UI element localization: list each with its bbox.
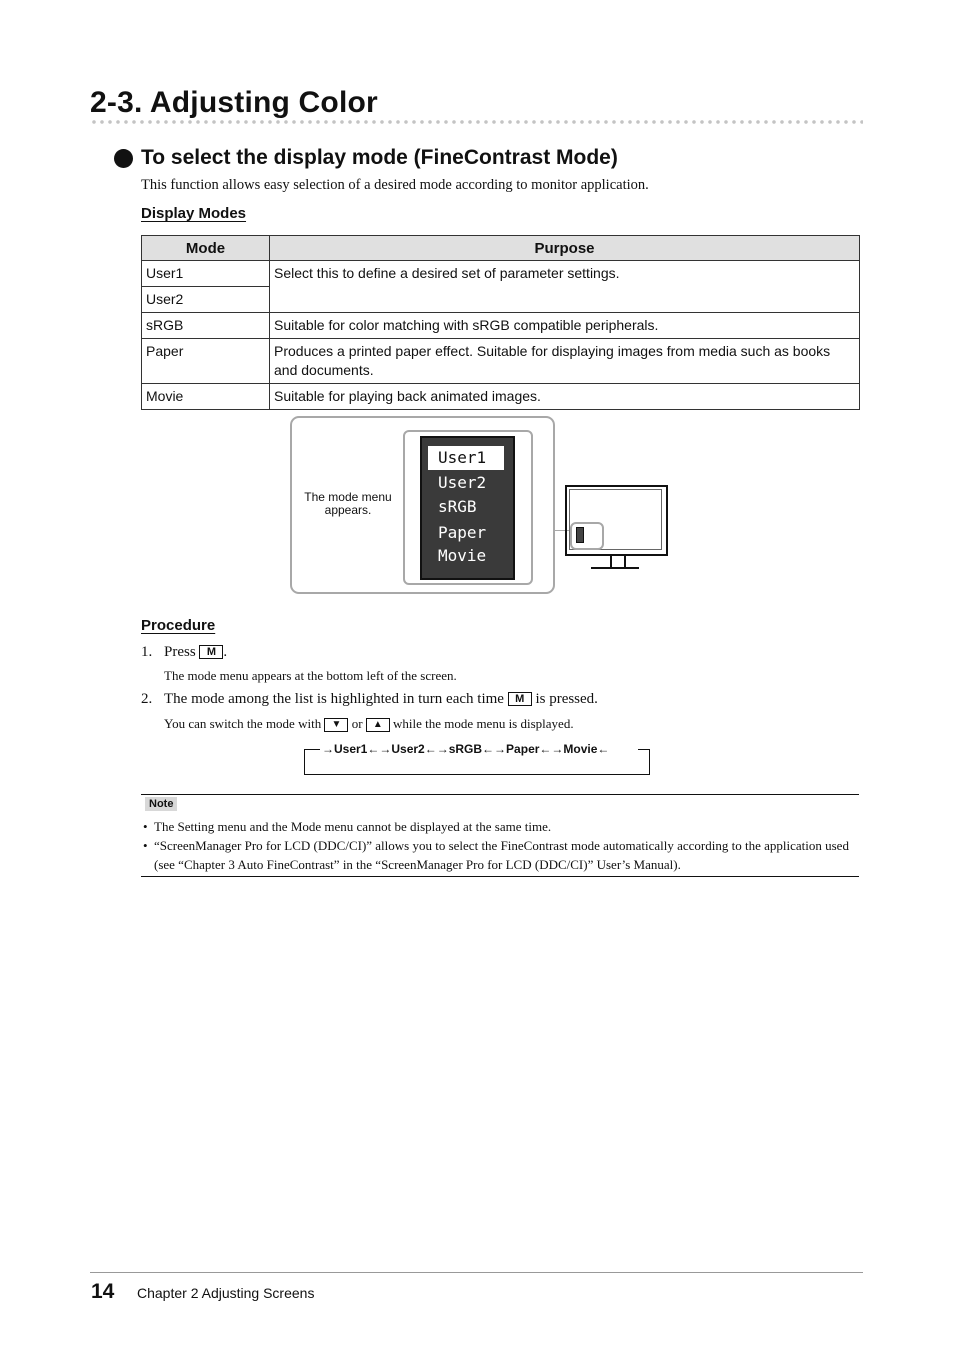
purpose-cell: Suitable for playing back animated images. [270, 384, 860, 410]
purpose-cell: Suitable for color matching with sRGB compatible peripherals. [270, 313, 860, 339]
step-number: 2. [141, 691, 153, 707]
step1-text [164, 644, 227, 661]
mode-cell: User1 [142, 261, 270, 287]
mode-cell: Paper [142, 339, 270, 384]
osd-item-paper: Paper [438, 523, 487, 542]
step2-subtext [164, 716, 574, 732]
cycle-loop-line [304, 749, 305, 774]
note-divider [141, 794, 859, 795]
note-text: “ScreenManager Pro for LCD (DDC/CI)” allows you to select the FineContrast mode automatically according to the application used (see “Chapter 3 Auto FineContrast” in the “ScreenManager Pro for LCD (DDC/CI)” User’s Manual). [154, 838, 849, 872]
footer-chapter-title: Chapter 2 Adjusting Screens [137, 1285, 315, 1301]
mode-cycle-sequence: →User1←→User2←→sRGB←→Paper←→Movie← [322, 742, 610, 756]
mode-cell: Movie [142, 384, 270, 410]
monitor-base-icon [591, 567, 639, 569]
note-label: Note [145, 797, 177, 811]
osd-mini-icon [576, 527, 584, 543]
column-header-purpose: Purpose [270, 236, 860, 261]
cycle-loop-line [638, 749, 650, 750]
step-text: Press [164, 644, 200, 660]
step-text: or [348, 716, 366, 731]
page-number: 14 [91, 1280, 115, 1303]
section-intro: This function allows easy selection of a desired mode according to monitor application. [141, 177, 649, 193]
footer-rule [90, 1272, 863, 1273]
section-title: To select the display mode (FineContrast Mode) [141, 146, 618, 169]
osd-item-user2: User2 [438, 473, 487, 492]
step-number: 1. [141, 644, 153, 660]
osd-item-movie: Movie [438, 546, 487, 565]
display-modes-table [141, 235, 860, 410]
step-text: . [223, 644, 228, 660]
step-text: The mode among the list is highlighted in turn each time [164, 691, 508, 707]
procedure-heading: Procedure [141, 617, 216, 634]
mode-cell: User2 [142, 287, 270, 313]
purpose-cell: Select this to define a desired set of parameter settings. [270, 261, 860, 313]
bullet-icon: • [143, 819, 148, 834]
osd-item-user1: User1 [428, 446, 504, 470]
table-row [142, 313, 860, 339]
column-header-mode: Mode [142, 236, 270, 261]
step-text: while the mode menu is displayed. [389, 716, 574, 731]
m-key-icon: M [199, 645, 223, 659]
diagram-caption: The mode menu appears. [304, 490, 392, 517]
section-bullet-icon [114, 149, 133, 168]
cycle-loop-line [304, 749, 320, 750]
table-header-row [142, 236, 860, 261]
step1-subtext: The mode menu appears at the bottom left of the screen. [164, 668, 457, 683]
m-key-icon: M [508, 692, 532, 706]
step-text: is pressed. [531, 691, 598, 707]
table-row [142, 339, 860, 384]
osd-item-srgb: sRGB [438, 497, 477, 516]
step-text: You can switch the mode with [164, 716, 325, 731]
note-text: The Setting menu and the Mode menu cannot be displayed at the same time. [154, 819, 552, 834]
mode-menu-osd [420, 436, 515, 580]
up-key-icon: ▲ [366, 718, 390, 732]
note-divider [141, 876, 859, 877]
cycle-loop-line [304, 774, 650, 775]
bullet-icon: • [143, 838, 148, 853]
monitor-stand-icon [610, 554, 626, 567]
down-key-icon: ▼ [324, 718, 348, 732]
step2-text [164, 691, 598, 708]
purpose-cell: Produces a printed paper effect. Suitable for displaying images from media such as books and documents. [270, 339, 860, 384]
display-modes-heading: Display Modes [141, 205, 247, 222]
table-row [142, 384, 860, 410]
chapter-title: 2-3. Adjusting Color [90, 86, 378, 119]
title-dotted-rule [90, 119, 863, 125]
cycle-loop-line [649, 749, 650, 774]
mode-cell: sRGB [142, 313, 270, 339]
table-row [142, 261, 860, 287]
